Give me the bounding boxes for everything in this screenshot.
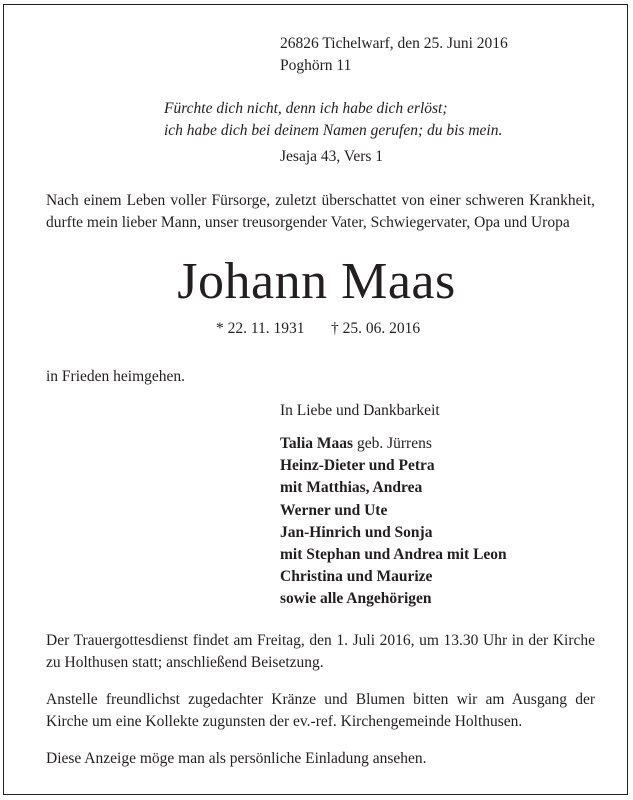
mourner-maiden-name: geb. Jürrens [353,435,432,452]
mourner-primary-name: Talia Maas [280,435,354,452]
address-line-street: Poghörn 11 [280,57,352,74]
donation-line-2: Kirche um eine Kollekte zugunsten der ev.-ref. Kirchengemeinde Holthusen. [46,713,523,730]
intro-line-1: Nach einem Leben voller Fürsorge, zuletzt überschattet von einer schweren Krankheit, [46,192,595,209]
mourner-line: mit Matthias, Andrea [280,479,423,497]
mourner-line: Jan-Hinrich und Sonja [280,523,433,541]
mourner-line: Christina und Maurize [280,568,433,586]
mourner-line: mit Stephan und Andrea mit Leon [280,546,507,564]
service-line-2: zu Holthusen statt; anschließend Beisetzung. [46,654,324,671]
service-line-1: Der Trauergottesdienst findet am Freitag, den 1. Juli 2016, um 13.30 Uhr in der Kirche [46,632,595,649]
mourner-line: Werner und Ute [280,501,388,519]
verse-line-2: ich habe dich bei deinem Namen gerufen; du bis mein. [164,122,503,139]
intro-line-2: durfte mein lieber Mann, unser treusorgender Vater, Schwiegervater, Opa und Uropa [46,214,570,231]
donation-line-1: Anstelle freundlichst zugedachter Kränze und Blumen bitten wir am Ausgang der [46,691,595,708]
mourner-line [280,433,507,455]
death-date: † 25. 06. 2016 [331,320,421,337]
invitation-note: Diese Anzeige möge man als persönliche Einladung ansehen. [46,750,427,767]
mourners-heading: In Liebe und Dankbarkeit [280,402,440,419]
mourner-line: Heinz-Dieter und Petra [280,457,435,475]
mourners-list [280,433,507,611]
birth-date: * 22. 11. 1931 [216,320,305,337]
deceased-name: Johann Maas [177,253,456,310]
closing-phrase: in Frieden heimgehen. [46,368,186,385]
address-line-place-date: 26826 Tichelwarf, den 25. Juni 2016 [280,35,508,52]
mourner-line: sowie alle Angehörigen [280,590,432,608]
verse-reference: Jesaja 43, Vers 1 [280,148,384,165]
verse-line-1: Fürchte dich nicht, denn ich habe dich erlöst; [164,100,448,117]
